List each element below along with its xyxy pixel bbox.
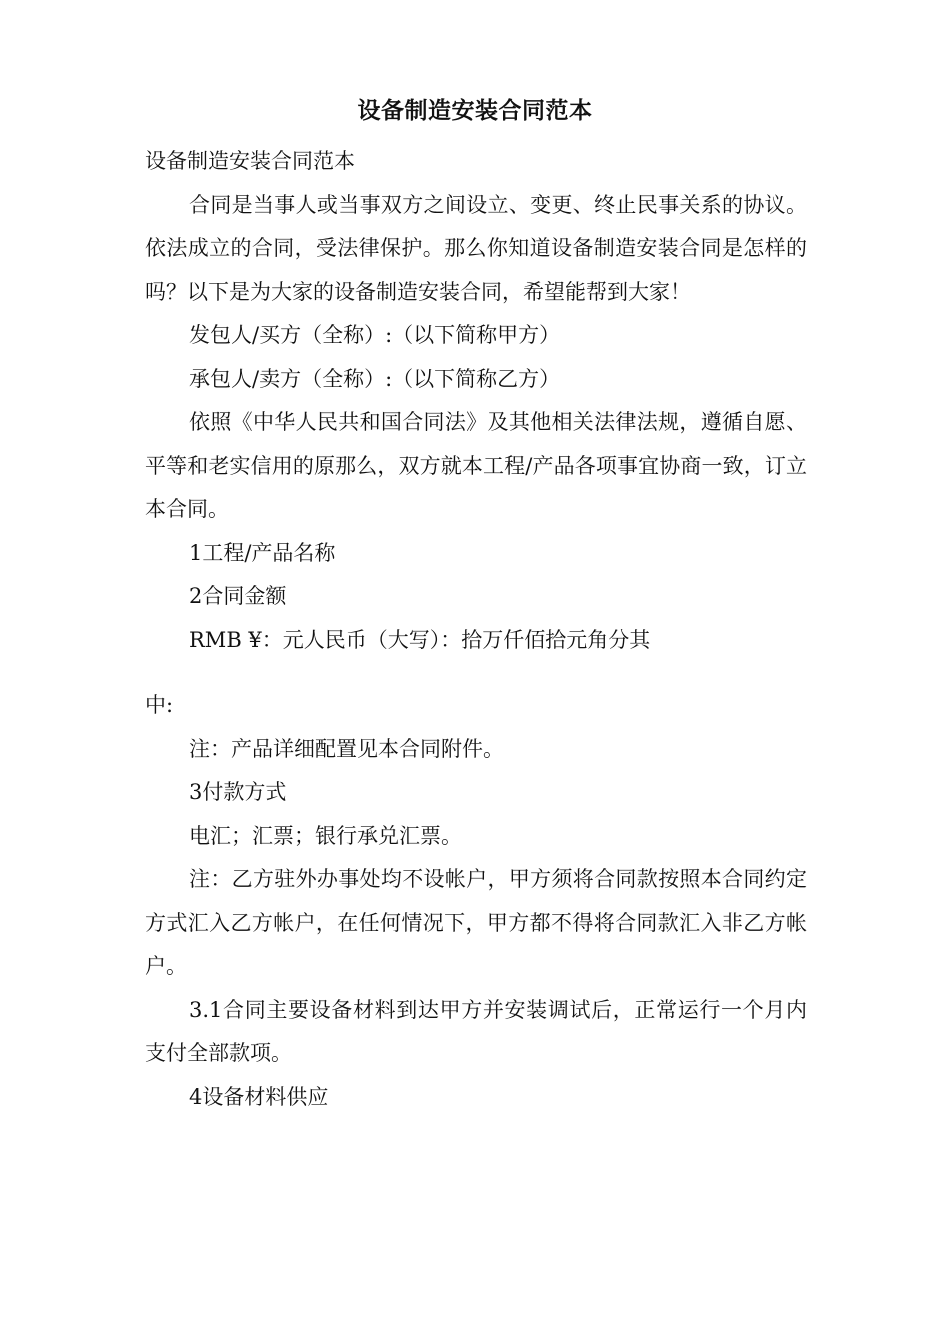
- note-account-paragraph: 注：乙方驻外办事处均不设帐户，甲方须将合同款按照本合同约定方式汇入乙方帐户，在任何情况下，甲方都不得将合同款汇入非乙方帐户。: [145, 867, 807, 978]
- section-heading-2: 2合同金额: [189, 584, 287, 608]
- document-body: [145, 140, 807, 1119]
- party-a-line: 发包人/买方（全称）:（以下简称甲方）: [189, 323, 561, 347]
- clause-3-1-paragraph: 3.1合同主要设备材料到达甲方并安装调试后，正常运行一个月内支付全部款项。: [145, 997, 807, 1065]
- intro-paragraph: 合同是当事人或当事双方之间设立、变更、终止民事关系的协议。依法成立的合同，受法律保护。那么你知道设备制造安装合同是怎样的吗？以下是为大家的设备制造安装合同，希望能帮到大家！: [145, 192, 807, 304]
- section-heading-3: 3付款方式: [189, 780, 287, 804]
- amount-line: RMB ¥：元人民币（大写）：拾万仟佰拾元角分其: [189, 627, 651, 652]
- subtitle-paragraph: 设备制造安装合同范本: [145, 149, 355, 173]
- note-config-paragraph: 注：产品详细配置见本合同附件。: [189, 736, 504, 761]
- legal-basis-paragraph: 依照《中华人民共和国合同法》及其他相关法律法规，遵循自愿、平等和老实信用的原那么，双方就本工程/产品各项事宜协商一致，订立本合同。: [145, 410, 807, 521]
- section-heading-1: 1工程/产品名称: [189, 540, 336, 565]
- party-b-line: 承包人/卖方（全称）:（以下简称乙方）: [189, 366, 561, 391]
- payment-methods-line: 电汇；汇票；银行承兑汇票。: [189, 823, 462, 848]
- document-title: 设备制造安装合同范本: [357, 98, 593, 124]
- amount-continuation: 中:: [145, 693, 174, 717]
- section-heading-4: 4设备材料供应: [189, 1084, 329, 1109]
